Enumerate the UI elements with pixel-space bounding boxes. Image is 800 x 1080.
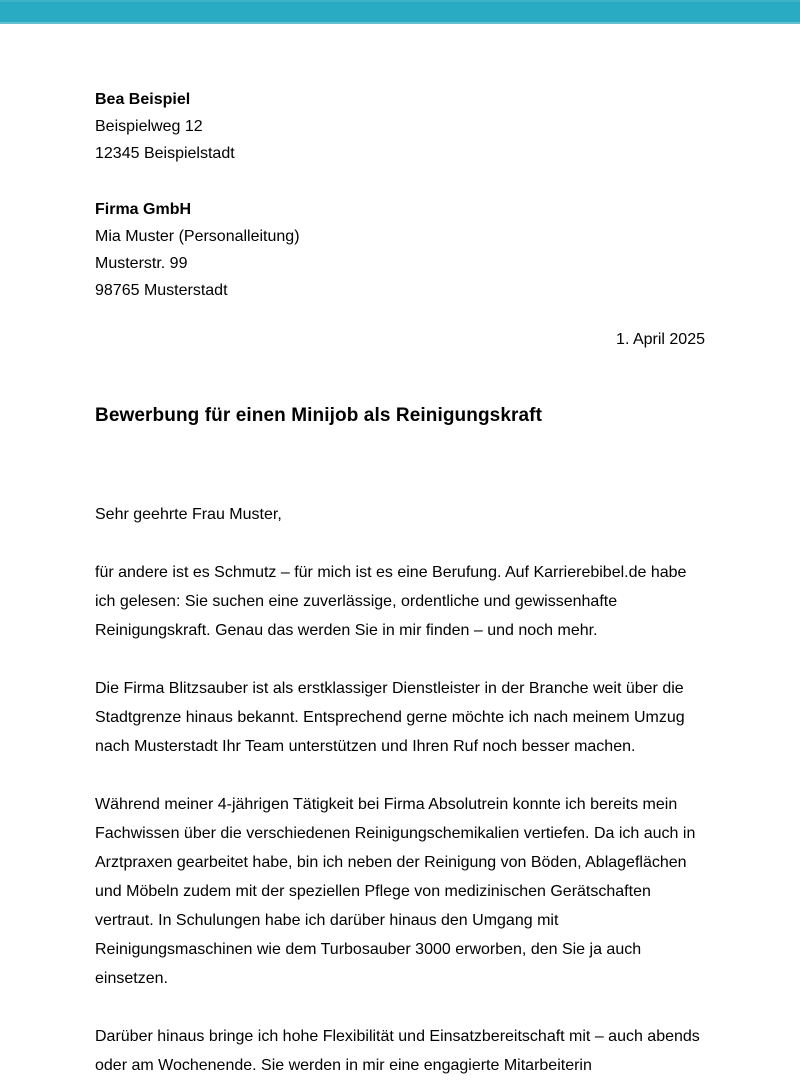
recipient-contact: Mia Muster (Personalleitung) (95, 228, 300, 245)
recipient-city: 98765 Musterstadt (95, 282, 228, 299)
sender-street: Beispielweg 12 (95, 118, 203, 135)
body-paragraph: Die Firma Blitzsauber ist als erstklassiger Dienstleister in der Branche weit über die Stadtgrenze hinaus bekannt. Entsprechend gerne möchte ich nach meinem Umzug nach Musterstadt Ihr Team unterstützen und Ihren Ruf noch besser machen. (95, 680, 685, 755)
sender-name: Bea Beispiel (95, 91, 191, 108)
body-paragraph: Während meiner 4-jährigen Tätigkeit bei Firma Absolutrein konnte ich bereits mein Fachwissen über die verschiedenen Reinigungschemikalien vertiefen. Da ich auch in Arztpraxen gearbeitet habe, bin ich neben der Reinigung von Böden, Ablageflächen und Möbeln zudem mit der speziellen Pflege von medizinischen Gerätschaften vertraut. In Schulungen habe ich darüber hinaus den Umgang mit Reinigungsmaschinen wie dem Turbosauber 3000 erworben, den Sie ja auch einsetzen. (95, 796, 696, 987)
letter-date: 1. April 2025 (616, 331, 705, 348)
recipient-street: Musterstr. 99 (95, 255, 188, 272)
salutation: Sehr geehrte Frau Muster, (95, 506, 282, 523)
body-paragraph: für andere ist es Schmutz – für mich ist es eine Berufung. Auf Karrierebibel.de habe ich gelesen: Sie suchen eine zuverlässige, ordentliche und gewissenhafte Reinigungskraft. Genau das werden Sie in mir finden – und noch mehr. (95, 564, 687, 639)
subject-line: Bewerbung für einen Minijob als Reinigungskraft (95, 405, 543, 426)
body-paragraph: Darüber hinaus bringe ich hohe Flexibilität und Einsatzbereitschaft mit – auch abends oder am Wochenende. Sie werden in mir eine engagierte Mitarbeiterin (95, 1028, 700, 1074)
top-accent-bar (0, 0, 800, 24)
sender-address-block (95, 86, 705, 167)
letter-content (95, 86, 705, 1080)
sender-city: 12345 Beispielstadt (95, 145, 235, 162)
address-block-separator (95, 167, 705, 196)
letter-page (0, 24, 800, 1080)
recipient-company: Firma GmbH (95, 201, 192, 218)
recipient-address-block (95, 196, 705, 304)
